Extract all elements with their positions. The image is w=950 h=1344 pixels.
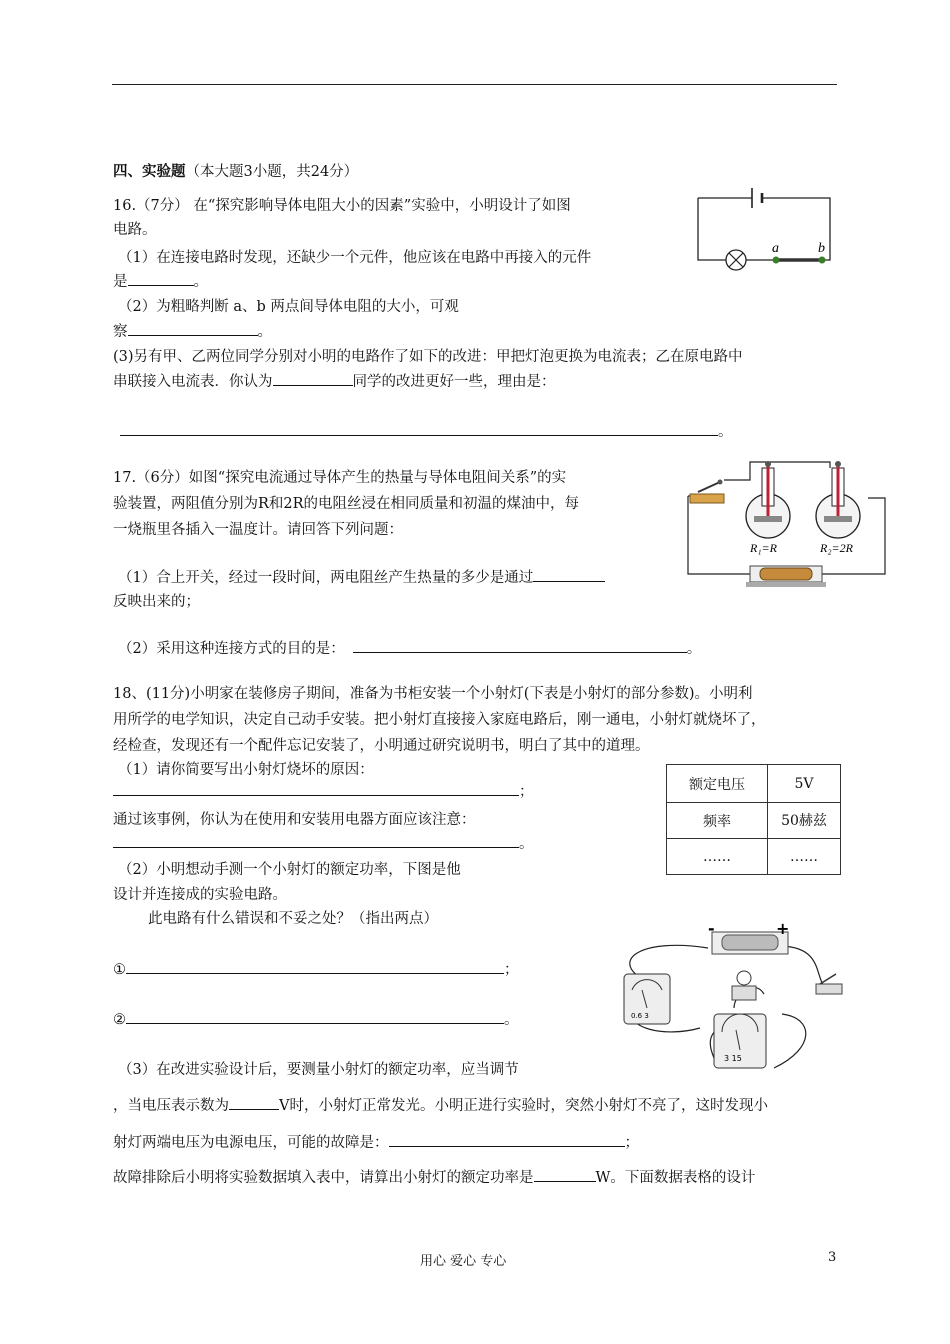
q18-part1-line1: （1）请你简要写出小射灯烧坏的原因： — [118, 762, 374, 778]
q16-part3-prefix: 串联接入电流表．你认为 — [113, 374, 273, 390]
q16-part3-line2 — [113, 370, 556, 391]
q18-part1-line3: 通过该事例，你认为在使用和安装用电器方面应该注意： — [113, 812, 476, 828]
table-cell: 额定电压 — [667, 765, 768, 803]
q17-stem-line3: 一烧瓶里各插入一温度计。请回答下列问题： — [113, 522, 403, 538]
q16-part3-reason-blank[interactable] — [120, 421, 718, 436]
voltmeter-scale: 3 15 — [724, 1054, 742, 1063]
section-title: 四、实验题 — [113, 163, 186, 180]
q18-part3-line1: （3）在改进实验设计后，要测量小射灯的额定功率，应当调节 — [118, 1062, 519, 1078]
q18-part3-line2-prefix: ，当电压表示数为 — [113, 1098, 229, 1114]
q16-part1-prefix: 是 — [113, 274, 128, 290]
q18-part2-item2 — [113, 1008, 519, 1029]
q18-part3-line4-prefix: 故障排除后小明将实验数据填入表中，请算出小射灯的额定功率是 — [113, 1170, 534, 1186]
q17-apparatus-figure — [680, 458, 895, 603]
q18-part3-line4-suffix: W。下面数据表格的设计 — [595, 1170, 756, 1186]
q18-part2-line2: 设计并连接成的实验电路。 — [113, 887, 287, 903]
q18-item1-blank[interactable] — [126, 959, 504, 974]
q18-part2-item1 — [113, 958, 519, 979]
q16-part1-answer-blank[interactable] — [128, 271, 194, 286]
lamp-parameter-table — [666, 764, 841, 875]
q18-power-blank[interactable] — [534, 1167, 596, 1182]
item1-marker: ① — [113, 962, 126, 978]
q18-part1-reason-blank[interactable] — [113, 781, 519, 796]
q18-part1-end: ； — [519, 784, 534, 800]
bulb-icon — [726, 250, 746, 270]
q17-part1-prefix: （1）合上开关，经过一段时间，两电阻丝产生热量的多少是通过 — [118, 570, 534, 586]
section-subtitle: （本大题3小题，共24分） — [185, 164, 359, 180]
table-cell: 50赫兹 — [768, 803, 841, 839]
q16-part3-suffix: 同学的改进更好一些，理由是： — [352, 374, 556, 390]
table-row — [667, 803, 841, 839]
q18-voltage-blank[interactable] — [229, 1095, 279, 1110]
q17-part2-answer-blank[interactable] — [353, 638, 687, 653]
q18-part2-line3: 此电路有什么错误和不妥之处？（指出两点） — [148, 911, 438, 927]
q17-part1-answer-blank[interactable] — [533, 567, 605, 582]
item2-marker: ② — [113, 1012, 126, 1028]
label-b: b — [818, 241, 825, 256]
table-row — [667, 765, 841, 803]
plus-sign: + — [776, 919, 790, 938]
header-rule — [112, 84, 837, 85]
q18-stem-line1: 18、(11分)小明家在装修房子期间，准备为书柜安装一个小射灯(下表是小射灯的部分参数)。小明利 — [113, 686, 753, 702]
q16-part2-line1: （2）为粗略判断 a、b 两点间导体电阻的大小，可观 — [118, 299, 459, 315]
table-cell: …… — [667, 839, 768, 875]
q16-stem-line2: 电路。 — [113, 222, 157, 238]
q16-part1-suffix: 。 — [193, 274, 208, 290]
footer-motto: 用心 爱心 专心 — [420, 1254, 507, 1269]
ammeter-icon — [624, 974, 670, 1024]
q17-part1-line2: 反映出来的； — [113, 594, 200, 610]
q18-fault-blank[interactable] — [389, 1132, 625, 1147]
q16-circuit-figure — [690, 184, 850, 272]
q16-part2-line2 — [113, 320, 272, 341]
q18-part3-line2-suffix: V时，小射灯正常发光。小明正进行实验时，突然小射灯不亮了，这时发现小 — [279, 1098, 768, 1114]
ammeter-scale: 0.6 3 — [631, 1012, 649, 1020]
q16-part2-answer-blank[interactable] — [128, 321, 258, 336]
table-row — [667, 839, 841, 875]
terminal-b-icon — [819, 257, 826, 264]
q18-part3-line4 — [113, 1166, 755, 1187]
q18-item2-blank[interactable] — [126, 1009, 504, 1024]
voltmeter-icon — [714, 1014, 766, 1068]
q18-part1-line4 — [113, 832, 534, 853]
q16-part2-suffix: 。 — [257, 324, 272, 340]
q18-part1-line2 — [113, 780, 534, 801]
q16-part3-line3 — [120, 420, 733, 441]
q17-part2-prefix: （2）采用这种连接方式的目的是： — [118, 641, 345, 657]
label-a: a — [772, 241, 779, 256]
item1-end: ； — [504, 962, 519, 978]
q16-part1-line2 — [113, 270, 208, 291]
item2-end: 。 — [504, 1012, 519, 1028]
q18-part3-line2 — [113, 1094, 768, 1115]
q18-part1-end2: 。 — [519, 836, 534, 852]
minus-sign: - — [708, 919, 715, 938]
label-r2: R₂=2R — [820, 541, 853, 555]
terminal-a-icon — [773, 257, 780, 264]
q17-part2 — [118, 637, 701, 658]
page-number: 3 — [828, 1250, 837, 1265]
q17-stem-line2: 验装置，两阻值分别为R和2R的电阻丝浸在相同质量和初温的煤油中，每 — [113, 496, 580, 512]
q18-part1-attention-blank[interactable] — [113, 833, 519, 848]
q16-part2-prefix: 察 — [113, 324, 128, 340]
q16-stem-line1: 16.（7分） 在“探究影响导体电阻大小的因素”实验中，小明设计了如图 — [113, 198, 571, 214]
q17-stem-line1: 17.（6分）如图“探究电流通过导体产生的热量与导体电阻间关系”的实 — [113, 470, 567, 486]
q18-part2-line1: （2）小明想动手测一个小射灯的额定功率，下图是他 — [118, 862, 461, 878]
q16-part1-line1: （1）在连接电路时发现，还缺少一个元件，他应该在电路中再接入的元件 — [118, 250, 592, 266]
q18-circuit-figure — [604, 918, 844, 1088]
switch-icon — [690, 480, 724, 504]
battery-holder-icon — [746, 566, 826, 587]
bulb-icon — [732, 971, 756, 1000]
q16-part3-student-blank[interactable] — [273, 371, 353, 386]
q18-part3-line3-suffix: ； — [624, 1135, 639, 1151]
table-cell: 5V — [768, 765, 841, 803]
q17-part2-suffix: 。 — [686, 641, 702, 657]
q18-part3-line3 — [113, 1131, 639, 1152]
q17-part1-line1 — [118, 566, 605, 587]
table-cell: …… — [768, 839, 841, 875]
flask-r1-icon — [746, 461, 790, 538]
q16-part3-line1: (3)另有甲、乙两位同学分别对小明的电路作了如下的改进：甲把灯泡更换为电流表；乙在原电路中 — [113, 349, 743, 365]
label-r1: R₁=R — [750, 541, 777, 555]
section-heading — [113, 160, 358, 181]
q18-stem-line2: 用所学的电学知识，决定自己动手安装。把小射灯直接接入家庭电路后，刚一通电，小射灯就烧坏了， — [113, 712, 766, 728]
q18-part3-line3-prefix: 射灯两端电压为电源电压，可能的故障是： — [113, 1135, 389, 1151]
flask-r2-icon — [816, 461, 860, 538]
table-cell: 频率 — [667, 803, 768, 839]
q16-part3-end: 。 — [718, 424, 733, 440]
q18-stem-line3: 经检查，发现还有一个配件忘记安装了，小明通过研究说明书，明白了其中的道理。 — [113, 738, 650, 754]
